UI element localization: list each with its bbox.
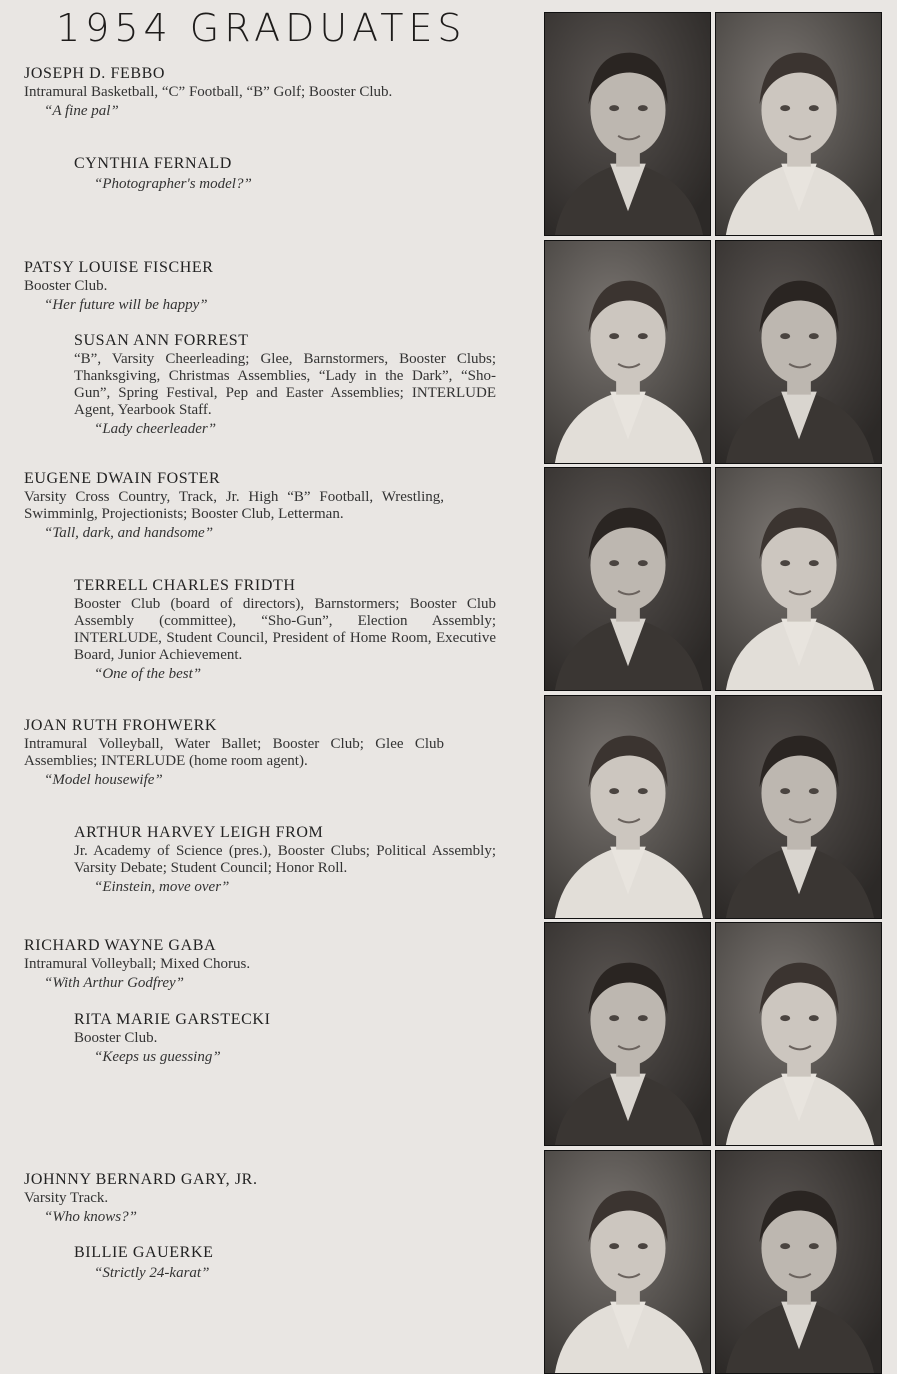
graduate-name: ARTHUR HARVEY LEIGH FROM (74, 824, 324, 841)
graduate-name: RITA MARIE GARSTECKI (74, 1011, 271, 1028)
graduate-entry (24, 469, 444, 543)
graduate-entry (24, 258, 494, 315)
graduate-entry (74, 576, 496, 684)
graduate-name: BILLIE GAUERKE (74, 1244, 214, 1261)
graduate-quote: “One of the best” (94, 666, 202, 682)
graduate-entry (24, 716, 444, 790)
graduate-entry (24, 64, 442, 121)
graduate-activities: Jr. Academy of Science (pres.), Booster Clubs; Political Assembly; Varsity Debate; Student Council; Honor Roll. (74, 843, 496, 876)
graduate-quote: “A fine pal” (44, 103, 119, 119)
graduate-activities: Intramural Basketball, “C” Football, “B” Golf; Booster Club. (24, 84, 393, 100)
portrait-photo (544, 1150, 711, 1374)
graduate-quote: “Strictly 24-karat” (94, 1265, 210, 1281)
graduate-quote: “Model housewife” (44, 772, 163, 788)
portrait-photo (544, 467, 711, 691)
portrait-photo (544, 12, 711, 236)
graduate-quote: “Keeps us guessing” (94, 1049, 221, 1065)
portrait-photo (715, 922, 882, 1146)
portrait-photo (544, 922, 711, 1146)
graduate-activities: Intramural Volleyball, Water Ballet; Booster Club; Glee Club Assemblies; INTERLUDE (home room agent). (24, 736, 444, 769)
graduate-quote: “Tall, dark, and handsome” (44, 525, 214, 541)
graduate-activities: Intramural Volleyball; Mixed Chorus. (24, 956, 251, 972)
graduate-name: EUGENE DWAIN FOSTER (24, 470, 221, 487)
graduate-name: JOHNNY BERNARD GARY, JR. (24, 1171, 258, 1188)
graduate-entry (74, 1243, 496, 1283)
graduate-name: PATSY LOUISE FISCHER (24, 259, 214, 276)
graduate-quote: “With Arthur Godfrey” (44, 975, 185, 991)
graduate-activities: Booster Club (board of directors), Barnstormers; Booster Club Assembly (committee), “Sho-Gun”, Election Assembly; INTERLUDE, Student Council, President of Home Room, Executive Board, Junior Achievement. (74, 596, 496, 663)
portrait-photo (544, 695, 711, 919)
graduate-quote: “Lady cheerleader” (94, 421, 217, 437)
graduate-name: RICHARD WAYNE GABA (24, 937, 217, 954)
graduate-entry (24, 936, 444, 993)
graduate-name: JOAN RUTH FROHWERK (24, 717, 218, 734)
portrait-photo (715, 1150, 882, 1374)
graduate-name: SUSAN ANN FORREST (74, 332, 249, 349)
graduate-entry (74, 1010, 496, 1067)
graduate-activities: Varsity Track. (24, 1190, 109, 1206)
graduate-entry (74, 154, 494, 194)
portrait-photo (715, 695, 882, 919)
graduate-activities: Booster Club. (74, 1030, 158, 1046)
graduate-quote: “Photographer's model?” (94, 176, 252, 192)
portrait-photo (715, 240, 882, 464)
graduate-entry (74, 823, 496, 897)
portrait-photo (715, 12, 882, 236)
portrait-photo (715, 467, 882, 691)
graduate-name: TERRELL CHARLES FRIDTH (74, 577, 296, 594)
graduate-entry (24, 1170, 444, 1227)
graduate-quote: “Einstein, move over” (94, 879, 230, 895)
graduate-activities: “B”, Varsity Cheerleading; Glee, Barnstormers, Booster Clubs; Thanksgiving, Christmas Assemblies, “Lady in the Dark”, “Sho-Gun”, Spring Festival, Pep and Easter Assemblies; INTERLUDE Agent, Yearbook Staff. (74, 351, 496, 418)
graduate-quote: “Her future will be happy” (44, 297, 208, 313)
graduate-name: CYNTHIA FERNALD (74, 155, 232, 172)
page-title: 1954 GRADUATES (56, 6, 467, 50)
graduate-name: JOSEPH D. FEBBO (24, 65, 166, 82)
graduate-entry (74, 331, 496, 439)
graduate-activities: Varsity Cross Country, Track, Jr. High “B” Football, Wrestling, Swimminlg, Projectionists; Booster Club, Letterman. (24, 489, 444, 522)
portrait-photo (544, 240, 711, 464)
graduate-quote: “Who knows?” (44, 1209, 137, 1225)
graduate-activities: Booster Club. (24, 278, 108, 294)
